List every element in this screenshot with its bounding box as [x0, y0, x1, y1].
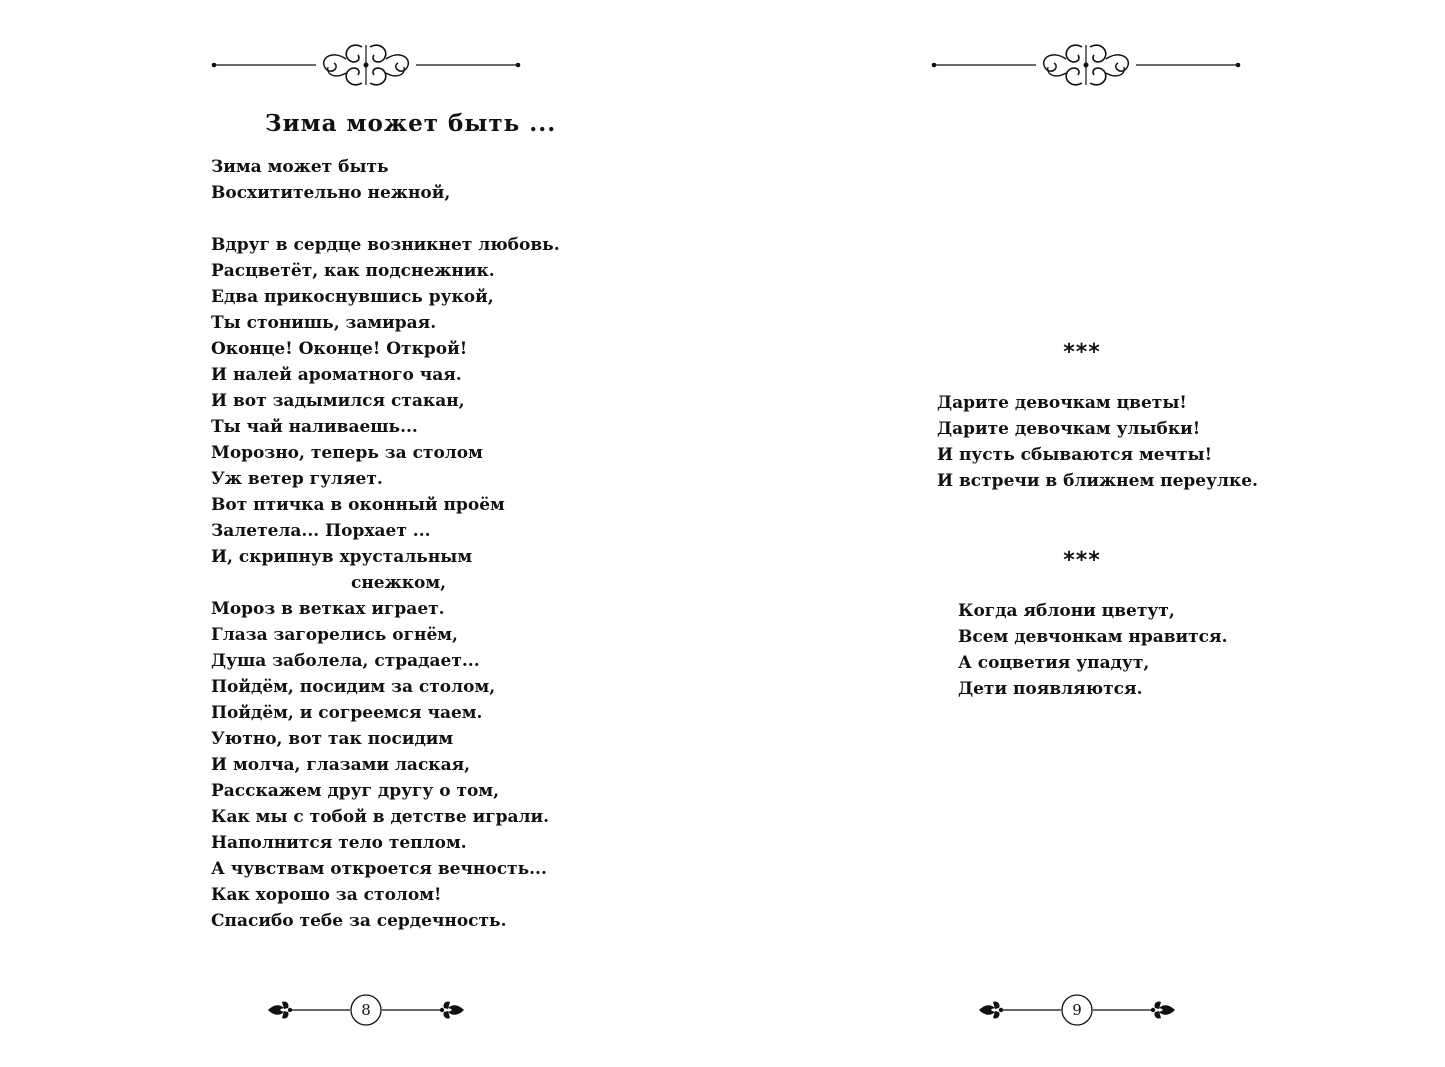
poem-line: Уютно, вот так посидим	[211, 729, 454, 749]
page-number-ornament	[264, 990, 468, 1030]
poem-line: Ты чай наливаешь...	[211, 417, 418, 437]
poem-line: снежком,	[351, 573, 447, 593]
right-page	[722, 0, 1445, 1067]
poem-line: Морозно, теперь за столом	[211, 443, 483, 463]
poem-line: И, скрипнув хрустальным	[211, 547, 473, 567]
poem-line: Залетела... Порхает ...	[211, 521, 431, 541]
poem-line: Едва прикоснувшись рукой,	[211, 287, 494, 307]
poem-line: Ты стонишь, замирая.	[211, 313, 437, 333]
poem-line: Спасибо тебе за сердечность.	[211, 911, 507, 931]
poem-line: Как хорошо за столом!	[211, 885, 442, 905]
section-separator: ***	[1063, 340, 1101, 365]
poem-line: Дарите девочкам улыбки!	[937, 419, 1201, 439]
poem-line: Зима может быть	[211, 157, 389, 177]
poem-line: Как мы с тобой в детстве играли.	[211, 807, 550, 827]
poem-lines	[211, 154, 560, 934]
poem-line: Вот птичка в оконный проём	[211, 495, 505, 515]
page-number-ornament	[975, 990, 1179, 1030]
poem-line: Пойдём, и согреемся чаем.	[211, 703, 483, 723]
poem-line: Дети появляются.	[958, 679, 1143, 699]
section-separator: ***	[1063, 548, 1101, 573]
poem-line: И встречи в ближнем переулке.	[937, 471, 1258, 491]
poem-title: Зима может быть ...	[265, 110, 557, 137]
poem-line: Всем девчонкам нравится.	[958, 627, 1228, 647]
poem-line: И пусть сбываются мечты!	[937, 445, 1213, 465]
poem-lines	[937, 390, 1258, 494]
poem-line: Дарите девочкам цветы!	[937, 393, 1187, 413]
poem-line	[211, 206, 560, 232]
page-number: 9	[1072, 1001, 1082, 1019]
poem-line: Наполнится тело теплом.	[211, 833, 467, 853]
poem-line: Вдруг в сердце возникнет любовь.	[211, 235, 560, 255]
fleur-leaf-icon	[268, 1001, 292, 1018]
poem-line: Когда яблони цветут,	[958, 601, 1175, 621]
poem-line: Душа заболела, страдает...	[211, 651, 480, 671]
left-page	[0, 0, 722, 1067]
page-number: 8	[361, 1001, 371, 1019]
poem-line: И налей ароматного чая.	[211, 365, 462, 385]
poem-lines	[958, 598, 1228, 702]
poem-line: Восхитительно нежной,	[211, 183, 451, 203]
poem-line: А чувствам откроется вечность...	[211, 859, 547, 879]
poem-line: И молча, глазами лаская,	[211, 755, 471, 775]
poem-line: И вот задымился стакан,	[211, 391, 465, 411]
scroll-flourish-icon	[930, 40, 1242, 90]
poem-line: Пойдём, посидим за столом,	[211, 677, 496, 697]
scroll-flourish-icon	[210, 40, 522, 90]
poem-line: Уж ветер гуляет.	[211, 469, 383, 489]
poem-line: Мороз в ветках играет.	[211, 599, 445, 619]
poem-line: Расскажем друг другу о том,	[211, 781, 500, 801]
poem-line: А соцветия упадут,	[958, 653, 1150, 673]
poem-line: Расцветёт, как подснежник.	[211, 261, 495, 281]
poem-line: Оконце! Оконце! Открой!	[211, 339, 468, 359]
fleur-leaf-icon	[979, 1001, 1003, 1018]
poem-line: Глаза загорелись огнём,	[211, 625, 458, 645]
